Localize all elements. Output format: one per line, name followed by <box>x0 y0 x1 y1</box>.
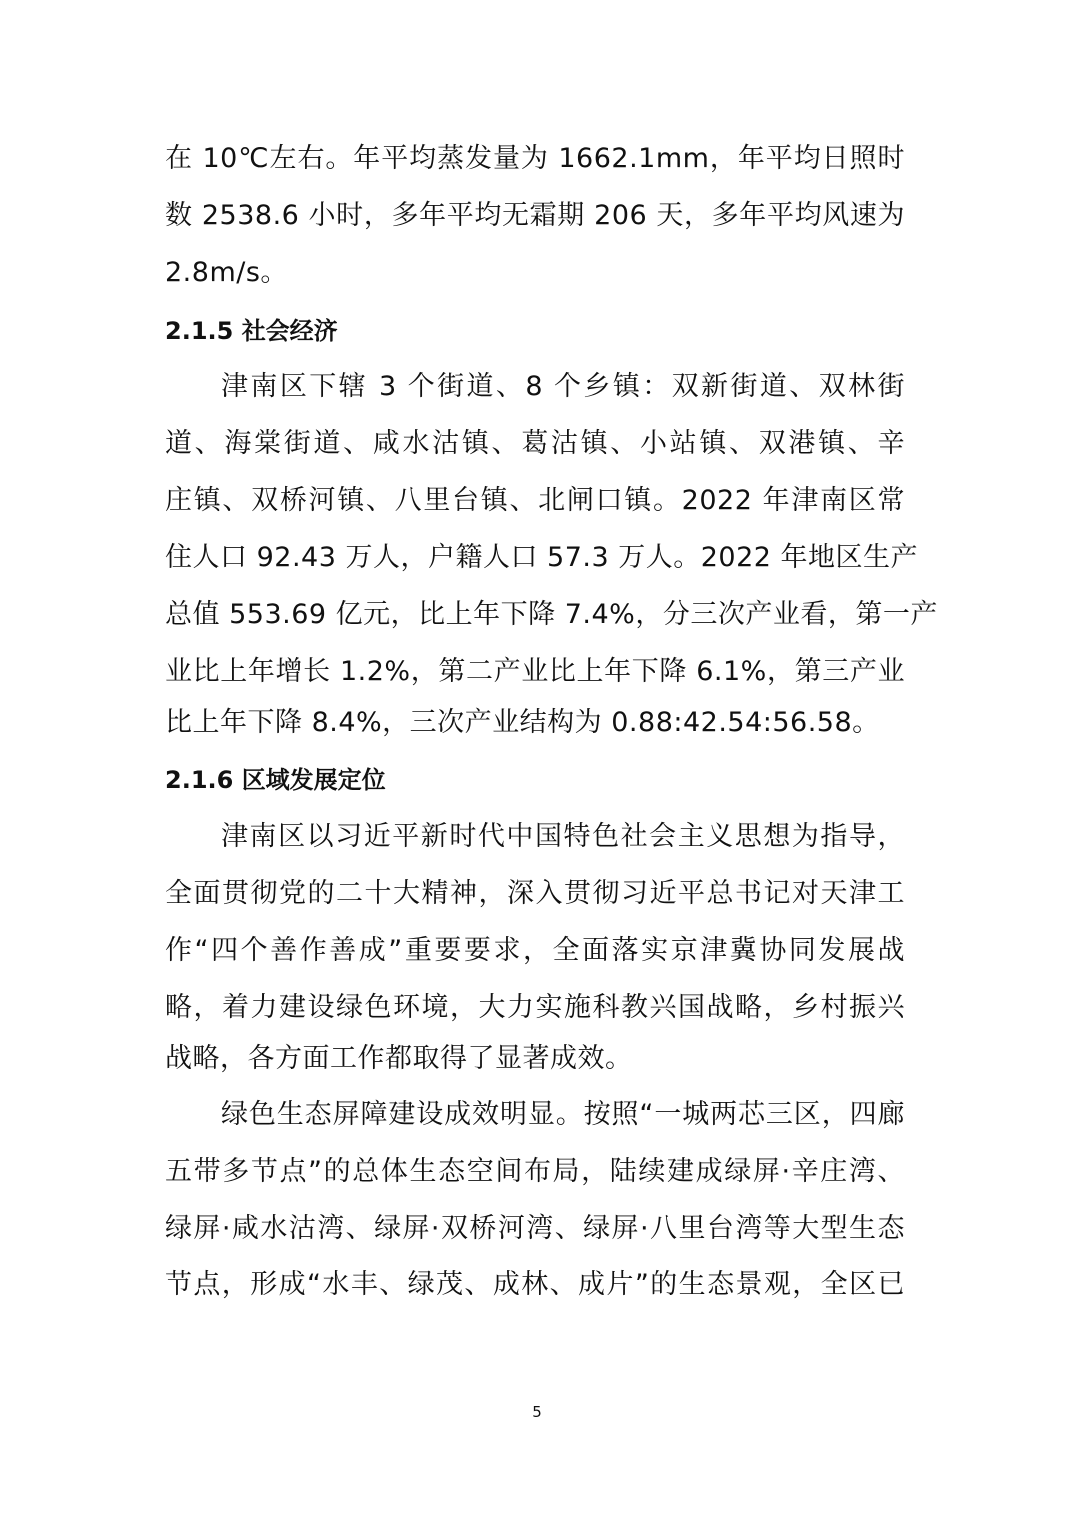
paragraph-line: 全面贯彻党的二十大精神，深入贯彻习近平总书记对天津工 <box>165 878 905 909</box>
document-body <box>165 0 938 1520</box>
paragraph-line: 绿屏·咸水沽湾、绿屏·双桥河湾、绿屏·八里台湾等大型生态 <box>165 1213 905 1244</box>
paragraph-line: 津南区以习近平新时代中国特色社会主义思想为指导， <box>221 821 905 852</box>
section-heading-2-1-6: 2.1.6 区域发展定位 <box>165 766 386 794</box>
paragraph-line: 数 2538.6 小时，多年平均无霜期 206 天，多年平均风速为 <box>165 200 905 231</box>
paragraph-line: 比上年下降 8.4%，三次产业结构为 0.88:42.54:56.58。 <box>165 707 880 738</box>
paragraph-line: 战略，各方面工作都取得了显著成效。 <box>165 1043 633 1074</box>
paragraph-line: 在 10℃左右。年平均蒸发量为 1662.1mm，年平均日照时 <box>165 143 905 174</box>
section-heading-2-1-5: 2.1.5 社会经济 <box>165 317 338 345</box>
paragraph-line: 总值 553.69 亿元，比上年下降 7.4%，分三次产业看，第一产 <box>165 599 938 630</box>
paragraph-line: 节点，形成“水丰、绿茂、成林、成片”的生态景观，全区已 <box>165 1269 905 1300</box>
paragraph-line: 略，着力建设绿色环境，大力实施科教兴国战略，乡村振兴 <box>165 992 905 1023</box>
paragraph-line: 2.8m/s。 <box>165 257 288 288</box>
paragraph-line: 道、海棠街道、咸水沽镇、葛沽镇、小站镇、双港镇、辛 <box>165 428 905 459</box>
page-number: 5 <box>532 1403 542 1421</box>
paragraph-line: 住人口 92.43 万人，户籍人口 57.3 万人。2022 年地区生产 <box>165 542 919 573</box>
paragraph-line: 作“四个善作善成”重要要求，全面落实京津冀协同发展战 <box>165 935 905 966</box>
paragraph-line: 津南区下辖 3 个街道、8 个乡镇：双新街道、双林街 <box>221 371 905 402</box>
paragraph-line: 业比上年增长 1.2%，第二产业比上年下降 6.1%，第三产业 <box>165 656 905 687</box>
paragraph-line: 五带多节点”的总体生态空间布局，陆续建成绿屏·辛庄湾、 <box>165 1156 905 1187</box>
paragraph-line: 庄镇、双桥河镇、八里台镇、北闸口镇。2022 年津南区常 <box>165 485 905 516</box>
paragraph-line: 绿色生态屏障建设成效明显。按照“一城两芯三区，四廊 <box>221 1099 905 1130</box>
